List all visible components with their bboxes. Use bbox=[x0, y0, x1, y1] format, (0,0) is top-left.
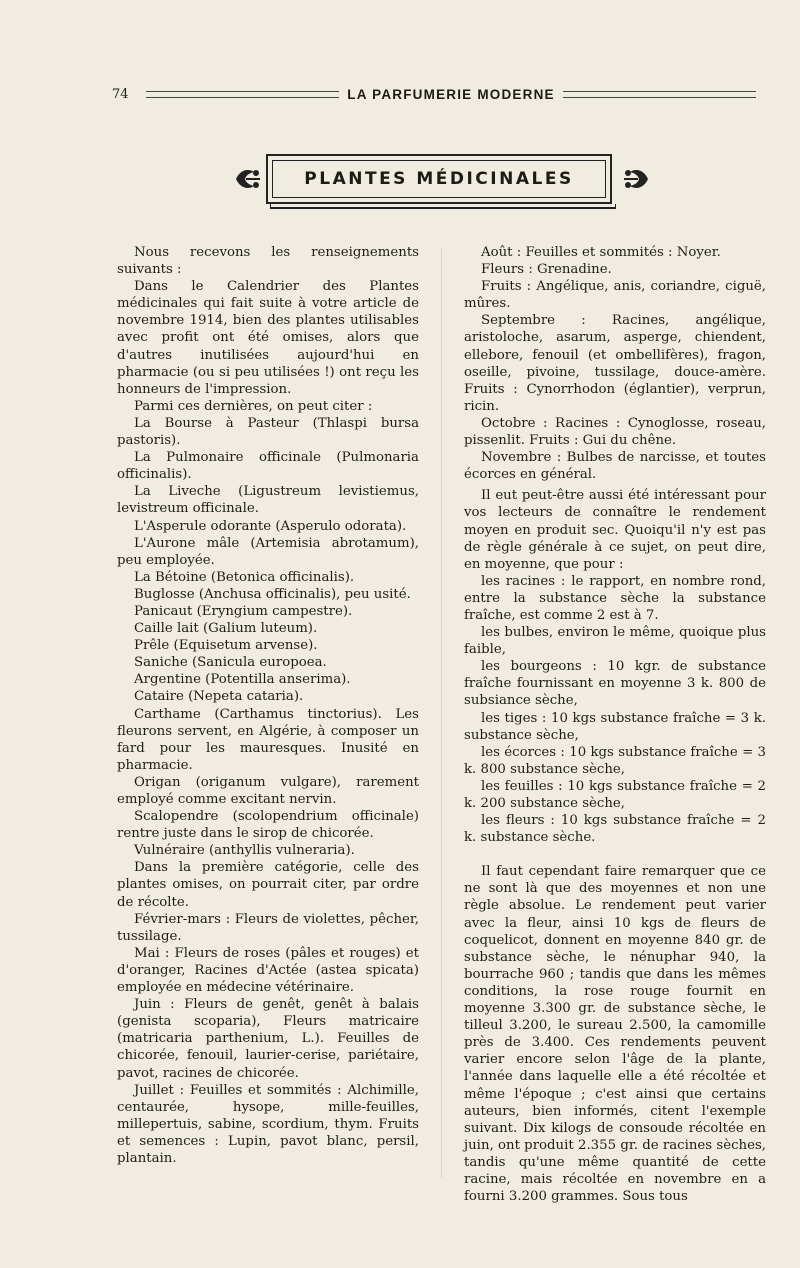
paragraph: Parmi ces dernières, on peut citer : bbox=[134, 398, 373, 414]
harvest-entry: Fruits : Angélique, anis, coriandre, ciguë, mûres. bbox=[464, 279, 766, 312]
paragraph: Dans la première catégorie, celle des plantes omises, on pourrait citer, par ordre de récolte. bbox=[117, 860, 419, 910]
harvest-entry: Juillet : Feuilles et sommités : Alchimille, centaurée, hysope, mille-feuilles, millepertuis, sabine, scordium, thym. Fruits et semences : Lupin, pavot blanc, persil, plantain. bbox=[117, 1082, 419, 1166]
paragraph: Il faut cependant faire remarquer que ce ne sont là que des moyennes et non une règle absolue. Le rendement peut varier avec la fleur, ainsi 10 kgs de fleurs de coquelicot, donnent en moyenne 840 gr. de substance sèche, le nénuphar 940, la bourrache 960 ; tandis que dans les mêmes conditions, la rose rouge fournit en moyenne 3.300 gr. de substance sèche, le tilleul 3.200, le sureau 2.500, la camomille près de 3.400. Ces rendements peuvent varier encore selon l'âge de la plante, l'année dans laquelle elle a été récoltée et même l'époque ; c'est ainsi que certains auteurs, bien informés, citent l'exemple suivant. Dix kilogs de consoude récoltée en juin, ont produit 2.355 gr. de racines sèches, tandis qu'une même quantité de cette racine, mais récoltée en novembre en a fourni 3.200 grammes. Sous tous bbox=[464, 864, 766, 1205]
plant-entry: Carthame (Carthamus tinctorius). Les fleurons servent, en Algérie, à composer un fard pour les mauresques. Inusité en pharmacie. bbox=[117, 706, 419, 773]
page-number: 74 bbox=[112, 86, 129, 102]
harvest-entry: Novembre : Bulbes de narcisse, et toutes écorces en général. bbox=[464, 450, 766, 483]
harvest-entry: Août : Feuilles et sommités : Noyer. bbox=[481, 245, 721, 260]
plant-entry: Caille lait (Galium luteum). bbox=[134, 621, 318, 637]
plant-entry: Saniche (Sanicula europoea. bbox=[134, 655, 327, 671]
running-header bbox=[112, 84, 764, 104]
plant-entry: Panicaut (Eryngium campestre). bbox=[134, 603, 353, 619]
header-rule-right bbox=[563, 91, 756, 98]
plant-entry: La Bétoine (Betonica officinalis). bbox=[134, 569, 355, 585]
yield-entry: les écorces : 10 kgs substance fraîche = 3 k. 800 substance sèche, bbox=[464, 744, 766, 777]
yield-entry: les fleurs : 10 kgs substance fraîche = 2 k. substance sèche. bbox=[464, 813, 766, 846]
harvest-entry: Juin : Fleurs de genêt, genêt à balais (genista scoparia), Fleurs matricaire (matricaria parthenium, L.). Feuilles de chicorée, fenouil, laurier-cerise, pariétaire, pavot, racines de chicorée. bbox=[117, 997, 419, 1081]
journal-title: LA PARFUMERIE MODERNE bbox=[347, 86, 555, 102]
plant-entry: La Liveche (Ligustreum levistiemus, levistreum officinale. bbox=[117, 484, 419, 517]
plant-entry: L'Asperule odorante (Asperulo odorata). bbox=[134, 518, 407, 534]
title-frame bbox=[266, 154, 612, 204]
paragraph: Il eut peut-être aussi été intéressant pour vos lecteurs de connaître le rendement moyen en produit sec. Quoiqu'il n'y est pas de règle générale à ce sujet, on peut dire, en moyenne, que pour : bbox=[464, 488, 766, 572]
plant-entry: Buglosse (Anchusa officinalis), peu usité. bbox=[134, 586, 411, 602]
header-rule-left bbox=[146, 91, 339, 98]
harvest-entry: Octobre : Racines : Cynoglosse, roseau, pissenlit. Fruits : Gui du chêne. bbox=[464, 415, 766, 449]
yield-entry: les feuilles : 10 kgs substance fraîche = 2 k. 200 substance sèche, bbox=[464, 778, 766, 811]
harvest-entry: Septembre : Racines, angélique, aristoloche, asarum, asperge, chiendent, ellebore, fenouil (et ombellifères), fragon, oseille, pivoine, tussilage, douce-amère. Fruits : Cynorrhodon (églantier), verprun, ricin. bbox=[464, 313, 766, 414]
section-title: PLANTES MÉDICINALES bbox=[304, 169, 574, 189]
harvest-entry: Février-mars : Fleurs de violettes, pêcher, tussilage. bbox=[117, 911, 419, 944]
section-heading bbox=[232, 154, 652, 212]
plant-entry: La Pulmonaire officinale (Pulmonaria officinalis). bbox=[117, 450, 419, 483]
yield-entry: les bourgeons : 10 kgr. de substance fraîche fournissant en moyenne 3 k. 800 de subsiance sèche, bbox=[464, 659, 766, 709]
paragraph: Nous recevons les renseignements suivants : bbox=[117, 245, 419, 278]
fleuron-left-icon bbox=[232, 164, 262, 194]
yield-entry: les racines : le rapport, en nombre rond, entre la substance sèche la substance fraîche, est comme 2 est à 7. bbox=[464, 573, 766, 623]
plant-entry: Prêle (Equisetum arvense). bbox=[134, 638, 318, 654]
plant-entry: Argentine (Potentilla anserima). bbox=[134, 672, 351, 688]
right-column bbox=[464, 244, 766, 1205]
yield-entry: les tiges : 10 kgs substance fraîche = 3 k. substance sèche, bbox=[464, 710, 766, 743]
plant-entry: Cataire (Nepeta cataria). bbox=[134, 689, 304, 705]
paragraph: Dans le Calendrier des Plantes médicinales qui fait suite à votre article de novembre 1914, bien des plantes utilisables avec profit ont été omises, alors que d'autres inutilisées aujourd'hui en pharmacie (ou si peu utilisées !) ont reçu les honneurs de l'impression. bbox=[117, 279, 419, 397]
column-divider bbox=[441, 248, 442, 1178]
plant-entry: Origan (origanum vulgare), rarement employé comme excitant nervin. bbox=[117, 774, 419, 807]
fleuron-right-icon bbox=[622, 164, 652, 194]
left-column bbox=[117, 244, 419, 1167]
title-frame-shadow bbox=[270, 204, 616, 209]
plant-entry: L'Aurone mâle (Artemisia abrotamum), peu employée. bbox=[117, 535, 419, 568]
yield-entry: les bulbes, environ le même, quoique plus faible, bbox=[464, 625, 766, 658]
plant-entry: Vulnéraire (anthyllis vulneraria). bbox=[134, 843, 355, 859]
harvest-entry: Mai : Fleurs de roses (pâles et rouges) et d'oranger, Racines d'Actée (astea spicata) employée en médecine vétérinaire. bbox=[117, 945, 419, 996]
plant-entry: La Bourse à Pasteur (Thlaspi bursa pastoris). bbox=[117, 415, 419, 449]
harvest-entry: Fleurs : Grenadine. bbox=[481, 262, 612, 278]
plant-entry: Scalopendre (scolopendrium officinale) rentre juste dans le sirop de chicorée. bbox=[117, 809, 419, 842]
